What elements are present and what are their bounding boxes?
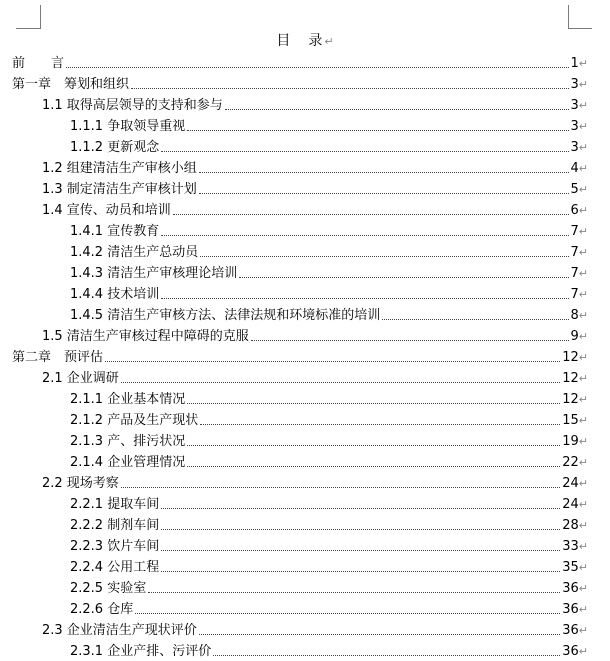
toc-leader-dots xyxy=(121,382,560,383)
toc-entry-subsection[interactable] xyxy=(70,136,588,157)
paragraph-mark-icon: ↵ xyxy=(578,99,588,112)
toc-entry-label: 1.4 宣传、动员和培训 xyxy=(42,203,171,218)
toc-leader-dots xyxy=(161,151,568,152)
toc-entry-label: 前 言 xyxy=(12,56,65,71)
toc-entry-page: 19 xyxy=(562,434,579,449)
toc-entry-label: 2.1 企业调研 xyxy=(42,371,119,386)
page-corner-mark-top-left xyxy=(16,28,40,29)
paragraph-mark-icon: ↵ xyxy=(578,246,588,259)
toc-entry-page: 8 xyxy=(570,308,579,323)
toc-entry-label: 2.2 现场考察 xyxy=(42,476,119,491)
paragraph-mark-icon: ↵ xyxy=(578,330,588,343)
toc-entry-label: 1.5 清洁生产审核过程中障碍的克服 xyxy=(42,329,249,344)
toc-entry-page: 36 xyxy=(562,602,579,617)
toc-leader-dots xyxy=(66,67,568,68)
paragraph-mark-icon: ↵ xyxy=(578,57,588,70)
paragraph-mark-icon: ↵ xyxy=(578,456,588,469)
toc-entry-label: 1.3 制定清洁生产审核计划 xyxy=(42,182,197,197)
toc-entry-section[interactable] xyxy=(42,472,588,493)
paragraph-mark-icon: ↵ xyxy=(578,477,588,490)
toc-entry-label: 2.3.1 企业产排、污评价 xyxy=(70,644,212,659)
toc-entry-subsection[interactable] xyxy=(70,556,588,577)
paragraph-mark-icon: ↵ xyxy=(324,35,334,48)
toc-entry-subsection[interactable] xyxy=(70,430,588,451)
toc-leader-dots xyxy=(121,487,560,488)
paragraph-mark-icon: ↵ xyxy=(578,141,588,154)
paragraph-mark-icon: ↵ xyxy=(578,561,588,574)
page-corner-mark-top-left xyxy=(40,5,41,29)
toc-entry-label: 2.2.6 仓库 xyxy=(70,602,134,617)
toc-entry-section[interactable] xyxy=(42,178,588,199)
toc-entry-page: 12 xyxy=(562,350,579,365)
paragraph-mark-icon: ↵ xyxy=(578,498,588,511)
toc-entry-page: 24 xyxy=(562,476,579,491)
toc-entry-page: 36 xyxy=(562,623,579,638)
toc-entry-section[interactable] xyxy=(42,619,588,640)
toc-entry-page: 24 xyxy=(562,497,579,512)
paragraph-mark-icon: ↵ xyxy=(578,120,588,133)
toc-leader-dots xyxy=(239,277,568,278)
toc-entry-label: 1.4.4 技术培训 xyxy=(70,287,160,302)
paragraph-mark-icon: ↵ xyxy=(578,624,588,637)
toc-entry-subsection[interactable] xyxy=(70,262,588,283)
toc-entry-subsection[interactable] xyxy=(70,640,588,661)
page-corner-mark-top-right xyxy=(568,28,592,29)
toc-entry-section[interactable] xyxy=(42,94,588,115)
toc-entry-page: 7 xyxy=(570,224,579,239)
paragraph-mark-icon: ↵ xyxy=(578,78,588,91)
toc-entry-label: 2.3 企业清洁生产现状评价 xyxy=(42,623,197,638)
toc-entry-label: 1.4.3 清洁生产审核理论培训 xyxy=(70,266,238,281)
toc-leader-dots xyxy=(187,130,568,131)
toc-entry-chapter[interactable] xyxy=(12,346,588,367)
toc-entry-page: 7 xyxy=(570,287,579,302)
paragraph-mark-icon: ↵ xyxy=(578,288,588,301)
toc-entry-label: 2.2.4 公用工程 xyxy=(70,560,160,575)
toc-entry-label: 2.2.2 制剂车间 xyxy=(70,518,160,533)
paragraph-mark-icon: ↵ xyxy=(578,309,588,322)
toc-entry-page: 36 xyxy=(562,581,579,596)
toc-entry-label: 2.2.5 实验室 xyxy=(70,581,147,596)
toc-leader-dots xyxy=(135,613,560,614)
toc-entry-section[interactable] xyxy=(42,367,588,388)
toc-title xyxy=(0,31,610,52)
toc-leader-dots xyxy=(131,88,568,89)
paragraph-mark-icon: ↵ xyxy=(578,645,588,658)
toc-entry-page: 3 xyxy=(570,140,579,155)
toc-entry-subsection[interactable] xyxy=(70,451,588,472)
toc-leader-dots xyxy=(199,172,569,173)
toc-entry-page: 6 xyxy=(570,203,579,218)
toc-entry-subsection[interactable] xyxy=(70,514,588,535)
paragraph-mark-icon: ↵ xyxy=(578,540,588,553)
page-corner-mark-top-right xyxy=(568,5,569,29)
toc-entry-page: 12 xyxy=(562,392,579,407)
toc-entry-page: 4 xyxy=(570,161,579,176)
toc-entry-page: 7 xyxy=(570,245,579,260)
toc-entry-page: 3 xyxy=(570,119,579,134)
toc-leader-dots xyxy=(200,256,568,257)
toc-entry-label: 2.2.3 饮片车间 xyxy=(70,539,160,554)
toc-entry-label: 1.4.5 清洁生产审核方法、法律法规和环境标准的培训 xyxy=(70,308,381,323)
toc-entry-chapter[interactable] xyxy=(12,73,588,94)
paragraph-mark-icon: ↵ xyxy=(578,183,588,196)
toc-leader-dots xyxy=(187,466,560,467)
toc-entry-label: 1.1.2 更新观念 xyxy=(70,140,160,155)
toc-leader-dots xyxy=(200,424,560,425)
toc-entry-page: 1 xyxy=(570,56,579,71)
toc-entry-subsection[interactable] xyxy=(70,409,588,430)
toc-entry-label: 1.1 取得高层领导的支持和参与 xyxy=(42,98,223,113)
paragraph-mark-icon: ↵ xyxy=(578,225,588,238)
toc-leader-dots xyxy=(199,193,569,194)
toc-leader-dots xyxy=(225,109,569,110)
paragraph-mark-icon: ↵ xyxy=(578,162,588,175)
toc-entry-label: 2.2.1 提取车间 xyxy=(70,497,160,512)
paragraph-mark-icon: ↵ xyxy=(578,435,588,448)
toc-entry-preface[interactable] xyxy=(12,52,588,73)
toc-leader-dots xyxy=(161,235,568,236)
toc-leader-dots xyxy=(105,361,560,362)
toc-leader-dots xyxy=(187,445,560,446)
toc-entry-label: 2.1.1 企业基本情况 xyxy=(70,392,186,407)
toc-entry-subsection[interactable] xyxy=(70,283,588,304)
paragraph-mark-icon: ↵ xyxy=(578,393,588,406)
toc-entry-section[interactable] xyxy=(42,199,588,220)
toc-leader-dots xyxy=(161,298,568,299)
toc-leader-dots xyxy=(161,550,560,551)
paragraph-mark-icon: ↵ xyxy=(578,603,588,616)
toc-leader-dots xyxy=(161,508,560,509)
toc-entry-page: 22 xyxy=(562,455,579,470)
toc-entry-subsection[interactable] xyxy=(70,535,588,556)
toc-entry-subsection[interactable] xyxy=(70,241,588,262)
toc-entry-label: 2.1.2 产品及生产现状 xyxy=(70,413,199,428)
toc-leader-dots xyxy=(382,319,568,320)
toc-entry-subsection[interactable] xyxy=(70,577,588,598)
toc-leader-dots xyxy=(251,340,569,341)
paragraph-mark-icon: ↵ xyxy=(578,267,588,280)
toc-leader-dots xyxy=(161,571,560,572)
toc-entry-label: 1.2 组建清洁生产审核小组 xyxy=(42,161,197,176)
toc-entry-label: 1.1.1 争取领导重视 xyxy=(70,119,186,134)
toc-entry-label: 第一章 筹划和组织 xyxy=(12,77,130,92)
toc-entry-subsection[interactable] xyxy=(70,388,588,409)
toc-leader-dots xyxy=(148,592,560,593)
toc-title-text: 目 录 xyxy=(276,33,325,49)
paragraph-mark-icon: ↵ xyxy=(578,351,588,364)
toc-entry-subsection[interactable] xyxy=(70,220,588,241)
toc-entry-section[interactable] xyxy=(42,325,588,346)
toc-entry-subsection[interactable] xyxy=(70,115,588,136)
toc-entry-page: 36 xyxy=(562,644,579,659)
toc-entry-page: 28 xyxy=(562,518,579,533)
toc-entry-page: 3 xyxy=(570,77,579,92)
toc-entry-page: 33 xyxy=(562,539,579,554)
toc-entry-page: 12 xyxy=(562,371,579,386)
toc-leader-dots xyxy=(213,655,560,656)
toc-entry-page: 3 xyxy=(570,98,579,113)
paragraph-mark-icon: ↵ xyxy=(578,414,588,427)
toc-entry-subsection[interactable] xyxy=(70,598,588,619)
paragraph-mark-icon: ↵ xyxy=(578,372,588,385)
toc-entry-label: 1.4.1 宣传教育 xyxy=(70,224,160,239)
paragraph-mark-icon: ↵ xyxy=(578,519,588,532)
toc-leader-dots xyxy=(199,634,560,635)
toc-entry-subsection[interactable] xyxy=(70,493,588,514)
toc-entry-page: 5 xyxy=(570,182,579,197)
toc-entry-page: 35 xyxy=(562,560,579,575)
toc-leader-dots xyxy=(161,529,560,530)
toc-entry-page: 15 xyxy=(562,413,579,428)
toc-entry-page: 7 xyxy=(570,266,579,281)
paragraph-mark-icon: ↵ xyxy=(578,204,588,217)
toc-entry-label: 第二章 预评估 xyxy=(12,350,104,365)
toc-leader-dots xyxy=(187,403,560,404)
paragraph-mark-icon: ↵ xyxy=(578,582,588,595)
toc-entry-label: 2.1.3 产、排污状况 xyxy=(70,434,186,449)
toc-entry-label: 1.4.2 清洁生产总动员 xyxy=(70,245,199,260)
toc-entry-section[interactable] xyxy=(42,157,588,178)
toc-entry-page: 9 xyxy=(570,329,579,344)
toc-entry-label: 2.1.4 企业管理情况 xyxy=(70,455,186,470)
toc-entry-subsection[interactable] xyxy=(70,304,588,325)
toc-leader-dots xyxy=(173,214,569,215)
